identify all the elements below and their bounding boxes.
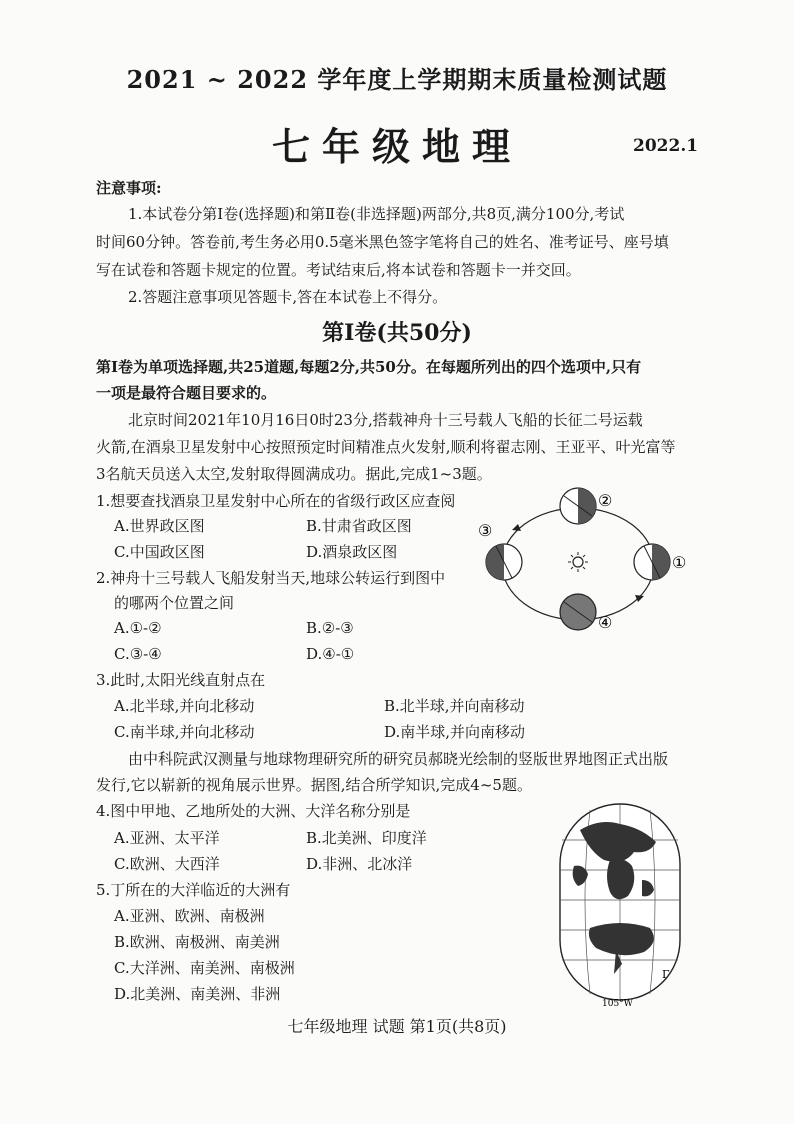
notice-line: 时间60分钟。答卷前,考生务必用0.5毫米黑色签字笔将自己的姓名、准考证号、座号填: [96, 233, 669, 251]
section-title: 第Ⅰ卷(共50分): [322, 320, 472, 346]
q2-option-d: D.④-①: [306, 645, 355, 663]
earth-position-3: [486, 544, 522, 580]
earth-position-2: [560, 488, 596, 524]
orbit-label-1: ①: [672, 553, 687, 572]
q1-option-a: A.世界政区图: [114, 517, 205, 535]
q4-option-c: C.欧洲、大西洋: [114, 855, 220, 873]
question-3-stem: 3.此时,太阳光线直射点在: [96, 671, 266, 689]
question-4-stem: 4.图中甲地、乙地所处的大洲、大洋名称分别是: [96, 802, 411, 820]
q2-option-a: A.①-②: [114, 619, 162, 637]
question-5-stem: 5.丁所在的大洋临近的大洲有: [96, 881, 291, 899]
earth-orbit-figure: [478, 484, 692, 644]
passage-line: 北京时间2021年10月16日0时23分,搭载神舟十三号载人飞船的长征二号运载: [128, 411, 643, 429]
question-1-stem: 1.想要查找酒泉卫星发射中心所在的省级行政区应查阅: [96, 492, 456, 510]
vertical-world-map: [550, 800, 690, 1012]
q1-option-b: B.甘肃省政区图: [306, 517, 412, 535]
q3-option-c: C.南半球,并向北移动: [114, 723, 255, 741]
sun-icon: [568, 552, 588, 572]
q3-option-a: A.北半球,并向北移动: [114, 697, 255, 715]
q5-option-a: A.亚洲、欧洲、南极洲: [114, 907, 265, 925]
earth-position-1: [634, 544, 670, 580]
longitude-label: 105°W: [602, 999, 633, 1009]
q5-option-c: C.大洋洲、南美洲、南极洲: [114, 959, 295, 977]
passage-line: 3名航天员送入太空,发射取得圆满成功。据此,完成1~3题。: [96, 465, 492, 483]
notice-line: 写在试卷和答题卡规定的位置。考试结束后,将本试卷和答题卡一并交回。: [96, 261, 581, 279]
notice-line: 2.答题注意事项见答题卡,答在本试卷上不得分。: [128, 288, 448, 306]
q5-option-b: B.欧洲、南极洲、南美洲: [114, 933, 280, 951]
q1-option-c: C.中国政区图: [114, 543, 205, 561]
notice-heading: 注意事项:: [96, 179, 162, 197]
question-2-stem: 2.神舟十三号载人飞船发射当天,地球公转运行到图中: [96, 569, 446, 587]
earth-position-4: [560, 594, 596, 630]
q1-option-d: D.酒泉政区图: [306, 543, 398, 561]
question-2-stem-cont: 的哪两个位置之间: [114, 594, 235, 612]
exam-subject: 七年级地理: [271, 124, 522, 169]
orbit-label-2: ②: [598, 491, 613, 510]
passage-line: 发行,它以崭新的视角展示世界。据图,结合所学知识,完成4~5题。: [96, 776, 532, 794]
map-marker-label: Γ: [662, 968, 670, 981]
section-intro: 第Ⅰ卷为单项选择题,共25道题,每题2分,共50分。在每题所列出的四个选项中,只有: [96, 358, 642, 376]
q4-option-a: A.亚洲、太平洋: [114, 829, 220, 847]
q4-option-b: B.北美洲、印度洋: [306, 829, 427, 847]
passage-line: 由中科院武汉测量与地球物理研究所的研究员郝晓光绘制的竖版世界地图正式出版: [128, 750, 669, 768]
q3-option-b: B.北半球,并向南移动: [384, 697, 525, 715]
page-footer: 七年级地理 试题 第1页(共8页): [287, 1017, 507, 1036]
section-intro: 一项是最符合题目要求的。: [96, 384, 277, 402]
exam-title: 2021 ~ 2022 学年度上学期期末质量检测试题: [126, 65, 668, 94]
orbit-label-3: ③: [478, 521, 493, 540]
orbit-label-4: ④: [598, 613, 613, 632]
q4-option-d: D.非洲、北冰洋: [306, 855, 413, 873]
passage-line: 火箭,在酒泉卫星发射中心按照预定时间精准点火发射,顺利将翟志刚、王亚平、叶光富等: [96, 438, 676, 456]
exam-date: 2022.1: [633, 136, 699, 156]
q5-option-d: D.北美洲、南美洲、非洲: [114, 985, 281, 1003]
q3-option-d: D.南半球,并向南移动: [384, 723, 526, 741]
q2-option-c: C.③-④: [114, 645, 162, 663]
q2-option-b: B.②-③: [306, 619, 354, 637]
notice-line: 1.本试卷分第Ⅰ卷(选择题)和第Ⅱ卷(非选择题)两部分,共8页,满分100分,考试: [128, 205, 625, 223]
